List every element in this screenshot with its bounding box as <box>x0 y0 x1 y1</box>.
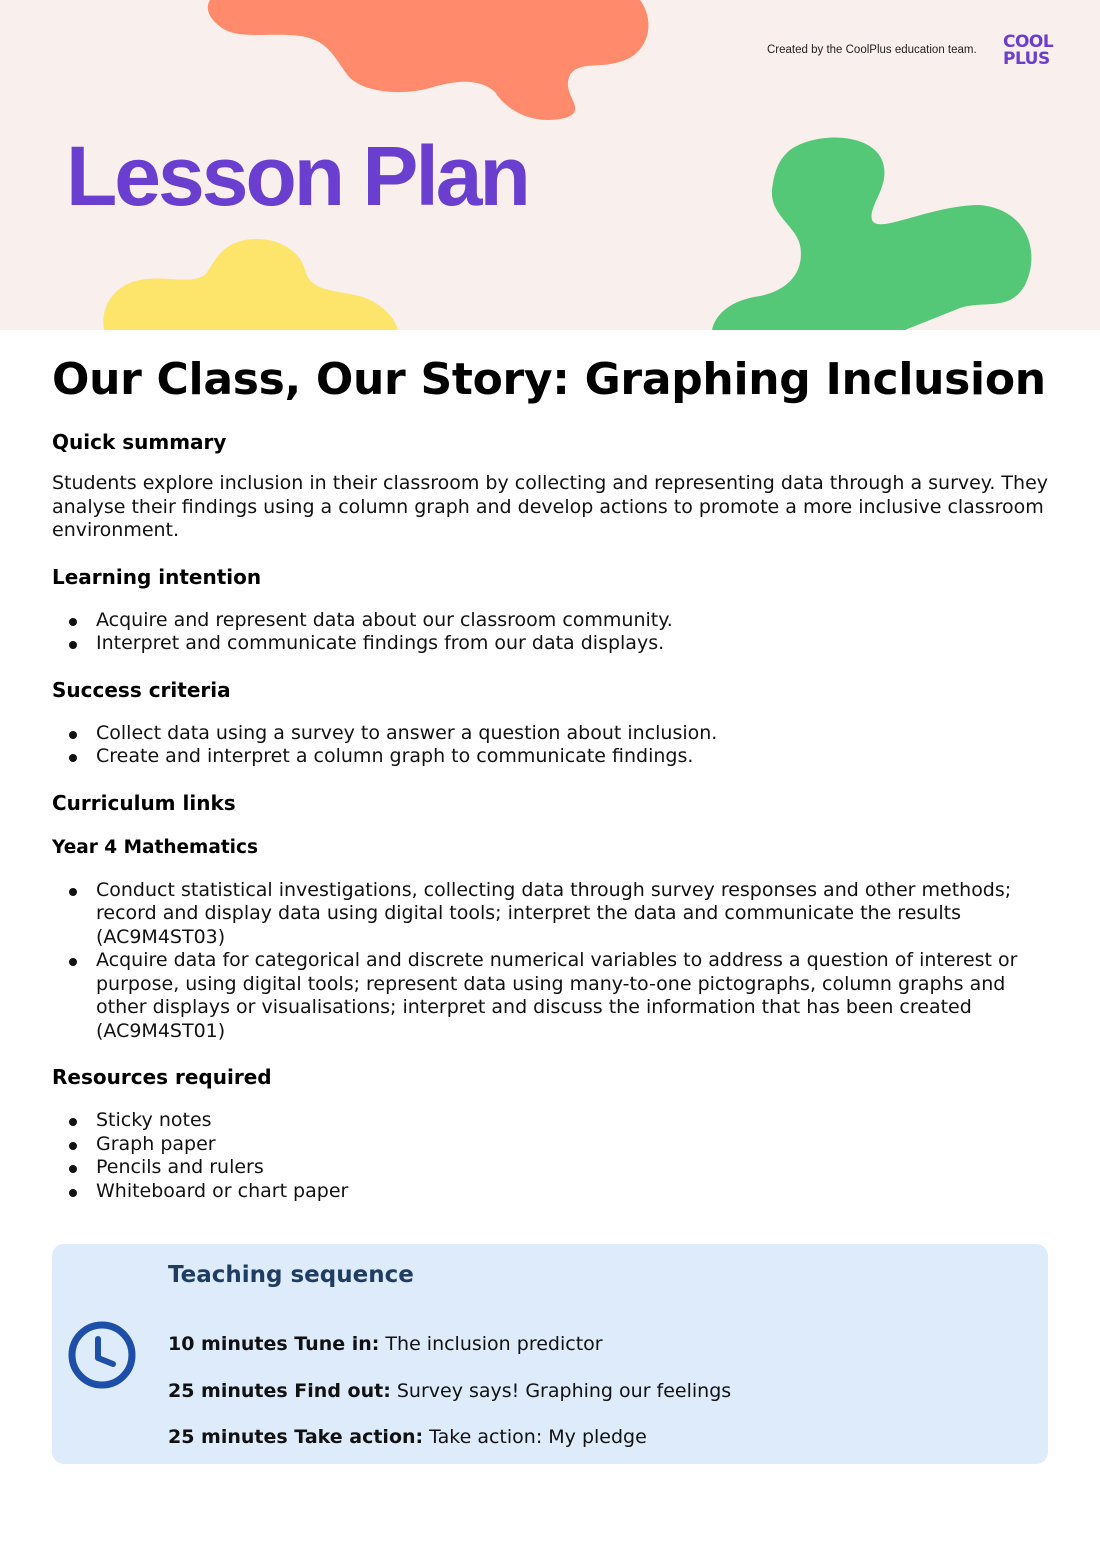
lesson-content <box>52 348 1048 1203</box>
list-item: Sticky notes <box>52 1109 1048 1133</box>
green-blob <box>712 138 1031 330</box>
success-heading: Success criteria <box>52 677 231 702</box>
list-item: Collect data using a survey to answer a question about inclusion. <box>52 722 1048 746</box>
resources-heading: Resources required <box>52 1065 272 1089</box>
learning-heading: Learning intention <box>52 564 262 589</box>
coral-blob <box>208 0 649 120</box>
logo-line-2: PLUS <box>1003 49 1050 69</box>
clock-icon <box>67 1320 137 1390</box>
credit-text: Created by the CoolPlus education team. <box>767 44 977 56</box>
yellow-blob <box>103 239 398 330</box>
list-item: Whiteboard or chart paper <box>52 1180 1048 1204</box>
hero-title: Lesson Plan <box>66 129 528 223</box>
step-label: 25 minutes Find out: <box>168 1380 391 1402</box>
sequence-step <box>168 1378 731 1404</box>
summary-heading: Quick summary <box>52 430 227 454</box>
success-list <box>52 722 1048 769</box>
logo-line-1: COOL <box>1003 32 1054 52</box>
list-item: Acquire data for categorical and discrete numerical variables to address a question of interest or purpose, using digital tools; represent data using many-to-one pictographs, column graphs and other displays or visualisations; interpret and discuss the information that has been created (AC9M4ST01) <box>52 949 1048 1043</box>
step-text: Survey says! Graphing our feelings <box>390 1380 732 1402</box>
teaching-heading: Teaching sequence <box>168 1262 414 1288</box>
curriculum-heading: Curriculum links <box>52 790 236 815</box>
teaching-sequence-panel <box>52 1244 1048 1464</box>
list-item: Conduct statistical investigations, collecting data through survey responses and other methods; record and display data using digital tools; interpret the data and communicate the results (AC9M4ST03) <box>52 879 1048 950</box>
list-item: Acquire and represent data about our classroom community. <box>52 609 1048 633</box>
sequence-step <box>168 1331 603 1357</box>
coolplus-logo <box>1003 34 1069 72</box>
step-label: 25 minutes Take action: <box>168 1426 424 1448</box>
step-label: 10 minutes Tune in: <box>168 1333 380 1355</box>
step-text: The inclusion predictor <box>379 1333 603 1355</box>
list-item: Pencils and rulers <box>52 1156 1048 1180</box>
header-banner <box>0 0 1100 330</box>
curriculum-subheading: Year 4 Mathematics <box>52 836 258 858</box>
list-item: Interpret and communicate findings from our data displays. <box>52 632 1048 656</box>
list-item: Graph paper <box>52 1133 1048 1157</box>
summary-text: Students explore inclusion in their classroom by collecting and representing data through a survey. They analyse their findings using a column graph and develop actions to promote a more inclusive classroom environment. <box>52 472 1049 541</box>
curriculum-list <box>52 879 1048 1044</box>
step-text: Take action: My pledge <box>423 1426 647 1448</box>
learning-list <box>52 609 1048 656</box>
document-title: Our Class, Our Story: Graphing Inclusion <box>52 354 1046 405</box>
sequence-step <box>168 1424 647 1450</box>
list-item: Create and interpret a column graph to communicate findings. <box>52 745 1048 769</box>
resources-list <box>52 1109 1048 1203</box>
